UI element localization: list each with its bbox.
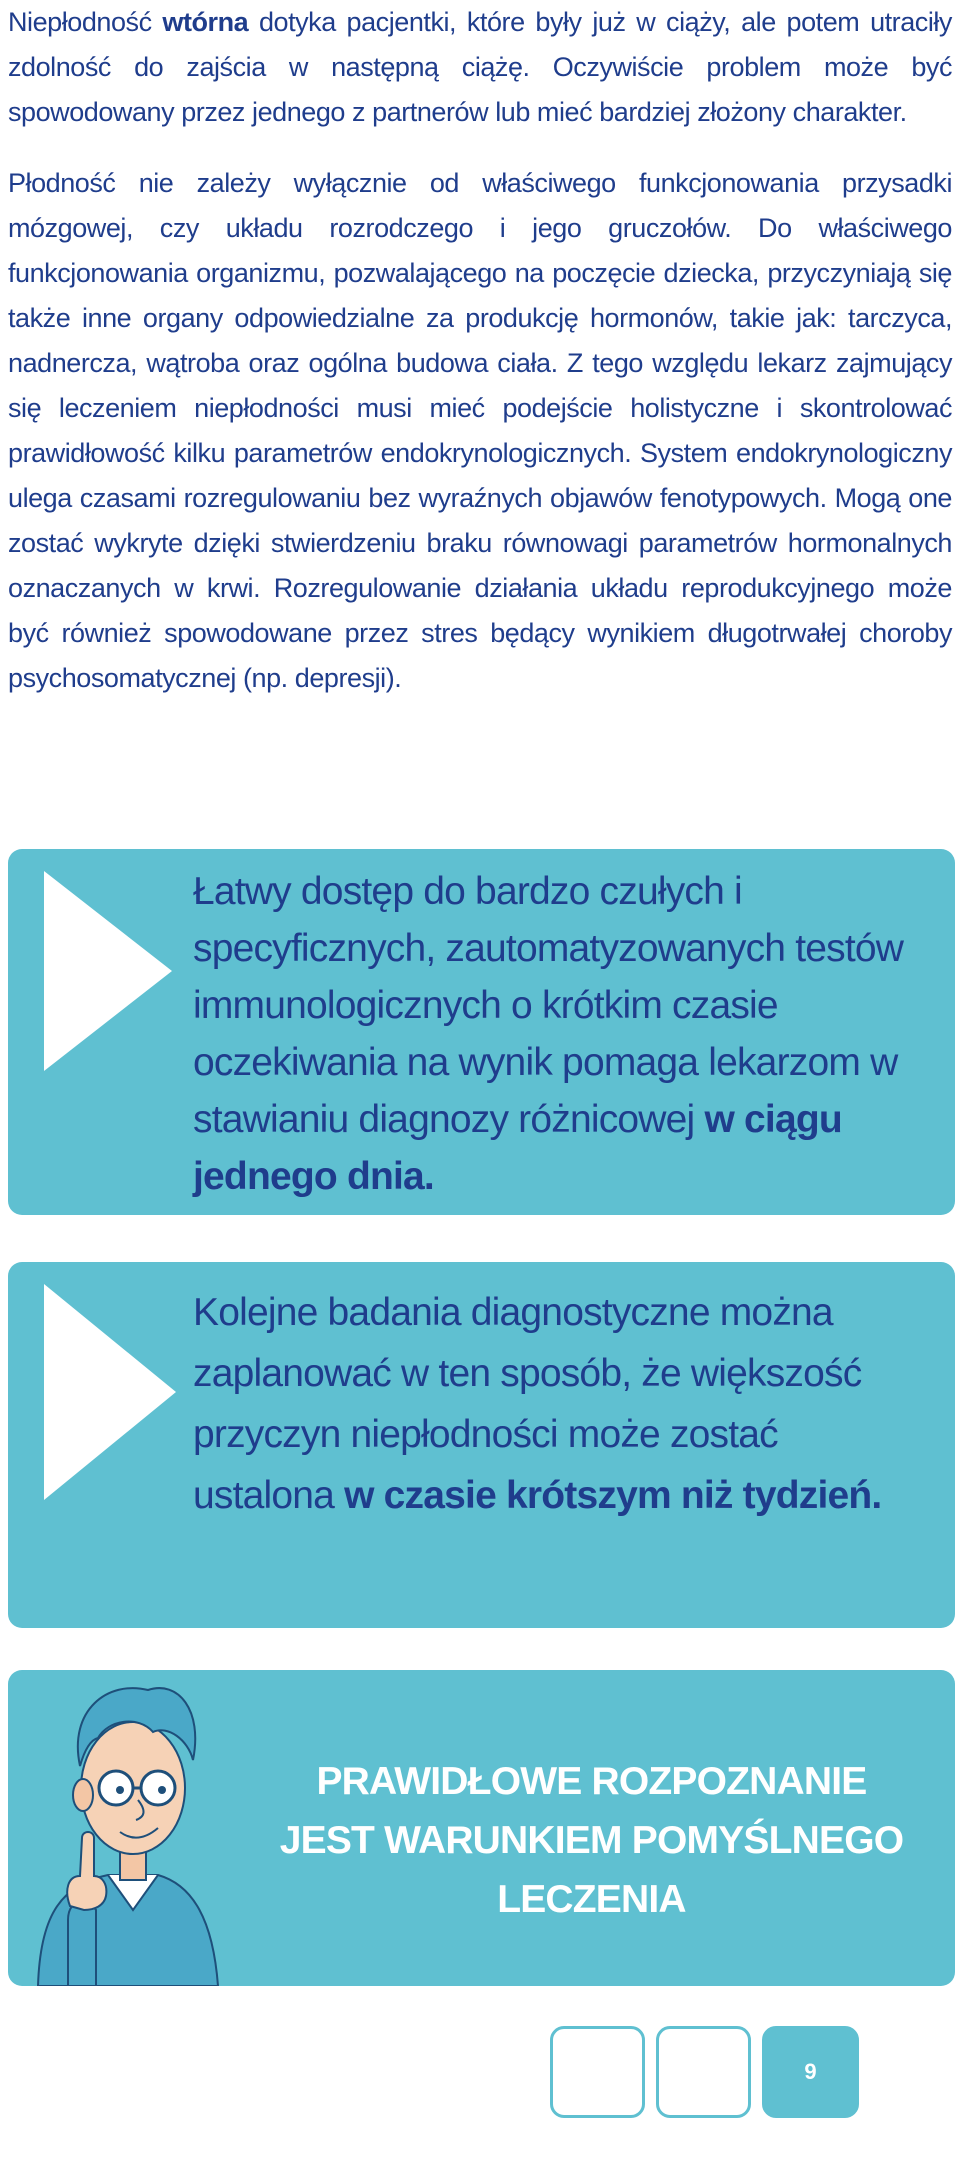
motto-text <box>268 1752 915 1929</box>
doctor-pointing-illustration <box>28 1670 228 1986</box>
page-box-empty-2 <box>656 2026 751 2118</box>
motto-line-2: JEST WARUNKIEM POMYŚLNEGO <box>279 1819 904 1862</box>
callout-2-bold: w czasie krótszym niż tydzień. <box>344 1474 882 1517</box>
paragraph-1-rest: dotyka pacjentki, które były już w ciąży, ale potem utraciły zdolność do zajścia w następną ciążę. Oczywiście problem może być spowodowany przez jednego z partnerów lub mieć bardziej złożony charakter. <box>8 7 952 127</box>
page-number: 9 <box>762 2026 859 2118</box>
paragraph-1-lead: Niepłodność <box>8 7 163 37</box>
paragraph-1-bold: wtórna <box>162 7 249 37</box>
paragraph-1 <box>8 0 952 135</box>
motto-line-3: LECZENIA <box>497 1878 686 1921</box>
play-arrow-icon <box>44 1284 176 1500</box>
callout-2-text <box>193 1282 925 1526</box>
callout-1-body: Łatwy dostęp do bardzo czułych i specyficznych, zautomatyzowanych testów immunologicznych o krótkim czasie oczekiwania na wynik pomaga lekarzom w stawianiu diagnozy różnicowej <box>193 870 904 1141</box>
paragraph-2: Płodność nie zależy wyłącznie od właściwego funkcjonowania przysadki mózgowej, czy układu rozrodczego i jego gruczołów. Do właściwego funkcjonowania organizmu, pozwalającego na poczęcie dziecka, przyczyniają się także inne organy odpowiedzialne za produkcję hormonów, takie jak: tarczyca, nadnercza, wątroba oraz ogólna budowa ciała. Z tego względu lekarz zajmujący się leczeniem niepłodności musi mieć podejście holistyczne i skontrolować prawidłowość kilku parametrów endokrynologicznych. System endokrynologiczny ulega czasami rozregulowaniu bez wyraźnych objawów fenotypowych. Mogą one zostać wykryte dzięki stwierdzeniu braku równowagi parametrów hormonalnych oznaczanych w krwi. Rozregulowanie działania układu reprodukcyjnego może być również spowodowane przez stres będący wynikiem długotrwałej choroby psychosomatycznej (np. depresji). <box>8 168 952 693</box>
page-box-empty-1 <box>550 2026 645 2118</box>
callout-motto <box>8 1670 955 1986</box>
callout-planning <box>8 1262 955 1628</box>
callout-1-text <box>193 863 925 1205</box>
intro-text <box>8 0 952 727</box>
motto-line-1: PRAWIDŁOWE ROZPOZNANIE <box>316 1760 867 1803</box>
callout-2-body: Kolejne badania diagnostyczne można zaplanować w ten sposób, że większość przyczyn niepłodności może zostać ustalona <box>193 1291 862 1517</box>
play-arrow-icon <box>44 871 172 1071</box>
callout-fast-diagnosis <box>8 849 955 1215</box>
callout-1-bold: w ciągu jednego dnia. <box>193 1098 842 1198</box>
